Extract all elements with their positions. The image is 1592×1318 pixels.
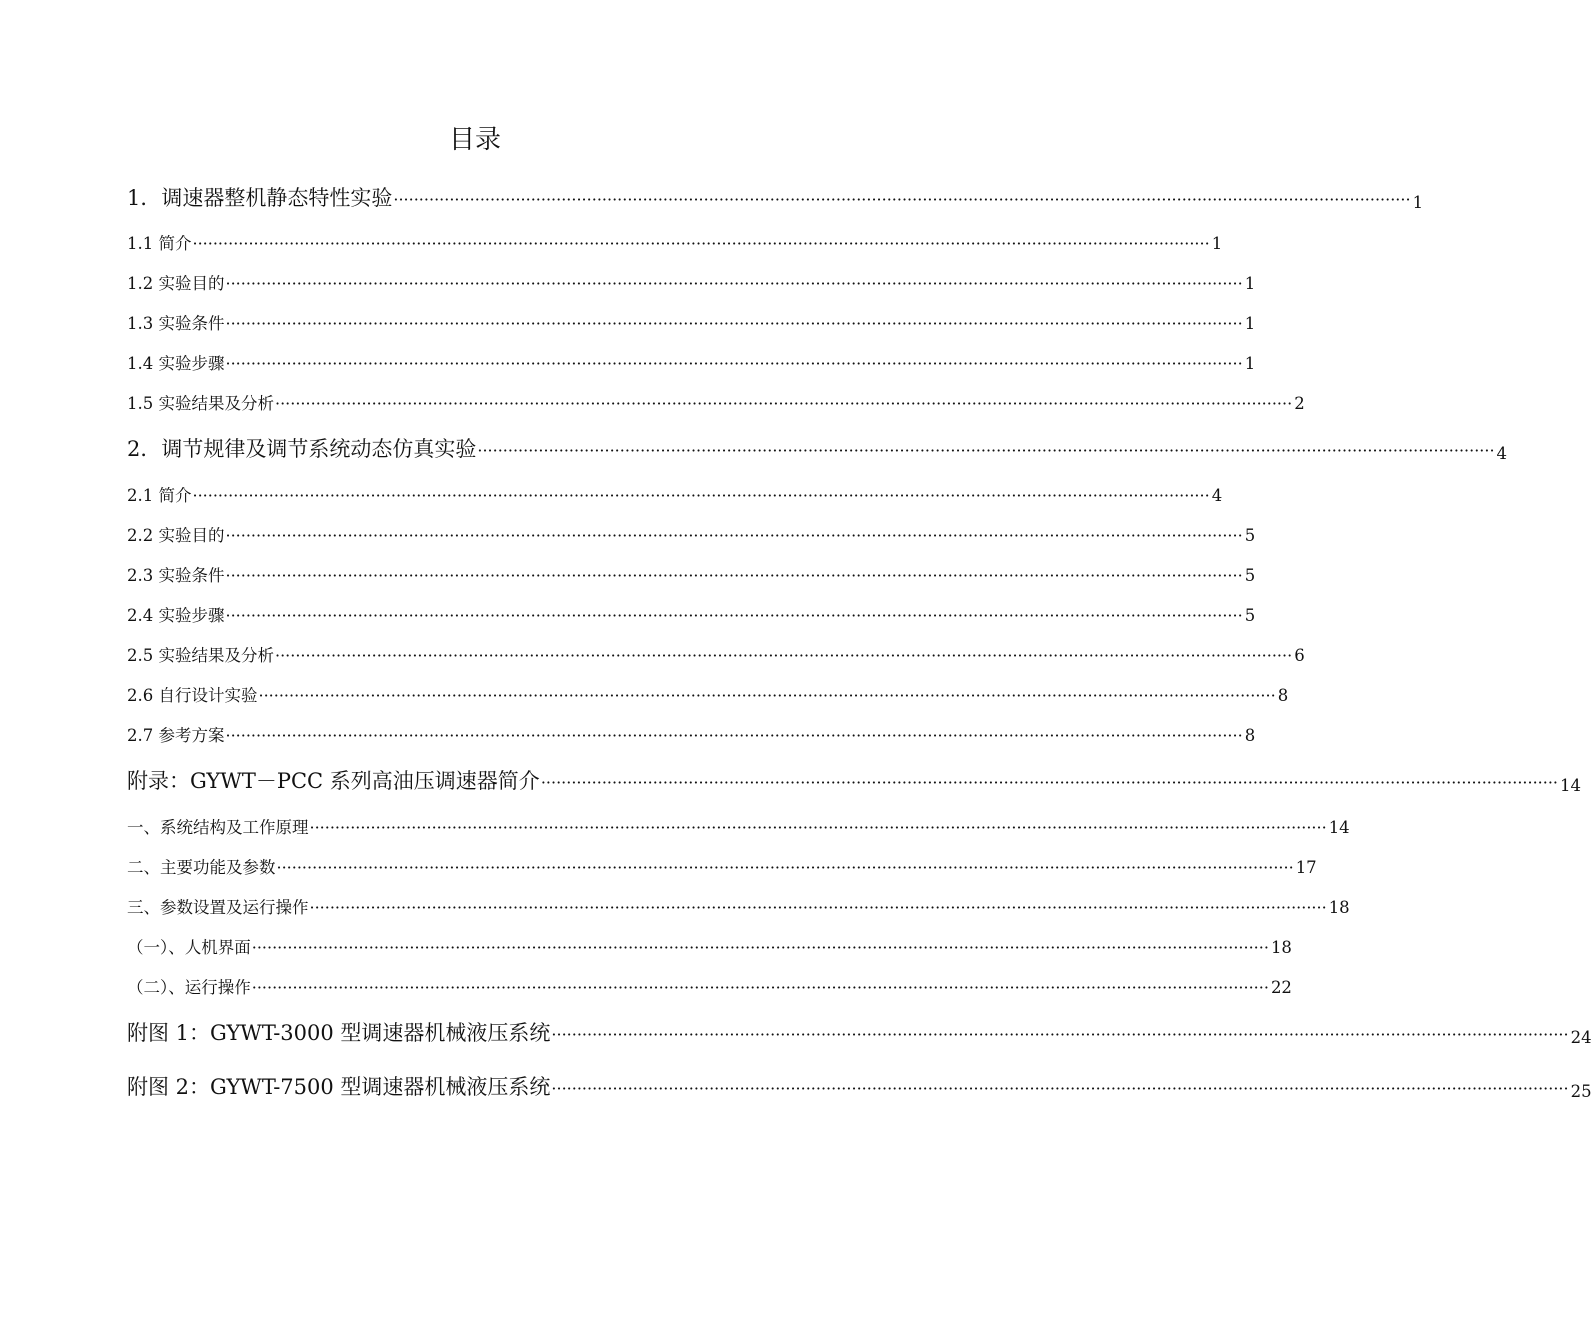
toc-page-number: 14 [1560, 776, 1581, 795]
toc-entry-label: 二、主要功能及参数 [127, 858, 276, 877]
toc-page-number: 14 [1328, 818, 1350, 837]
toc-leader-dots: ········································································································································································································ [309, 898, 1327, 917]
toc-entry-label: 2.6 自行设计实验 [127, 686, 258, 705]
toc-entry-label: 2.7 参考方案 [127, 726, 225, 745]
toc-page-number: 4 [1211, 486, 1223, 505]
toc-leader-dots: ········································································································································································································ [551, 1079, 1569, 1098]
toc-entry [127, 183, 1424, 215]
toc-entry [127, 524, 1256, 548]
toc-leader-dots: ········································································································································································································ [276, 858, 1294, 877]
toc-page-number: 1 [1412, 193, 1424, 212]
toc-entry-label: 2.4 实验步骤 [127, 606, 225, 625]
toc-leader-dots: ········································································································································································································ [225, 526, 1243, 545]
toc-entry [127, 434, 1508, 466]
toc-entry [127, 816, 1350, 840]
toc-page-number: 22 [1270, 978, 1292, 997]
toc-page-number: 5 [1244, 606, 1256, 625]
toc-leader-dots: ········································································································································································································ [251, 978, 1269, 997]
toc-page-number: 2 [1294, 394, 1305, 413]
toc-entry [127, 1018, 1592, 1050]
toc-page-number: 18 [1328, 898, 1350, 917]
toc-leader-dots: ········································································································································································································ [192, 486, 1210, 505]
toc-entry [127, 232, 1223, 256]
toc-entry [127, 312, 1256, 336]
toc-entry-label: 2.1 简介 [127, 486, 192, 505]
toc-entry [127, 684, 1289, 708]
toc-leader-dots: ········································································································································································································ [275, 394, 1293, 413]
toc-leader-dots: ········································································································································································································ [225, 606, 1243, 625]
toc-page-number: 1 [1211, 234, 1223, 253]
toc-entry-label: 1.4 实验步骤 [127, 354, 225, 373]
toc-page-number: 17 [1295, 858, 1317, 877]
toc-entry [127, 352, 1256, 376]
toc-entry [127, 896, 1350, 920]
toc-entry-label: 1.3 实验条件 [127, 314, 225, 333]
toc-entry-label: 1.5 实验结果及分析 [127, 394, 274, 413]
toc-entry-label: 2.2 实验目的 [127, 526, 225, 545]
toc-leader-dots: ········································································································································································································ [393, 190, 1411, 209]
toc-leader-dots: ········································································································································································································ [225, 354, 1243, 373]
toc-entry [127, 604, 1256, 628]
toc-entry-label: 三、参数设置及运行操作 [127, 898, 309, 917]
toc-entry-label: 1．调速器整机静态特性实验 [127, 186, 393, 210]
toc-entry-label: 2．调节规律及调节系统动态仿真实验 [127, 437, 477, 461]
toc-leader-dots: ········································································································································································································ [225, 726, 1243, 745]
toc-entry-label: 附图 1：GYWT-3000 型调速器机械液压系统 [127, 1021, 551, 1045]
toc-entry-label: 附录：GYWT－PCC 系列高油压调速器简介 [127, 769, 540, 793]
toc-leader-dots: ········································································································································································································ [551, 1025, 1569, 1044]
toc-page-number: 8 [1277, 686, 1289, 705]
toc-entry [127, 484, 1223, 508]
toc-page-number: 1 [1244, 274, 1256, 293]
toc-entry-label: 一、系统结构及工作原理 [127, 818, 309, 837]
toc-leader-dots: ········································································································································································································ [275, 646, 1293, 665]
toc-page-number: 1 [1244, 314, 1256, 333]
toc-entry-label: 1.1 简介 [127, 234, 192, 253]
toc-leader-dots: ········································································································································································································ [258, 686, 1276, 705]
toc-entry [127, 724, 1256, 748]
toc-title: 目录 [448, 125, 501, 155]
toc-entry [127, 976, 1292, 1000]
toc-entry [127, 272, 1256, 296]
toc-entry [127, 766, 1581, 798]
toc-entry-label: 2.3 实验条件 [127, 566, 225, 585]
toc-leader-dots: ········································································································································································································ [477, 441, 1495, 460]
toc-page-number: 6 [1294, 646, 1305, 665]
toc-entry-label: （一）、人机界面 [127, 938, 251, 957]
toc-leader-dots: ········································································································································································································ [540, 773, 1558, 792]
toc-leader-dots: ········································································································································································································ [192, 234, 1210, 253]
toc-entry-label: 附图 2：GYWT-7500 型调速器机械液压系统 [127, 1075, 551, 1099]
toc-page-number: 1 [1244, 354, 1256, 373]
toc-leader-dots: ········································································································································································································ [225, 566, 1243, 585]
toc-page-number: 24 [1570, 1028, 1592, 1047]
toc-entry [127, 392, 1305, 416]
toc-entry [127, 1072, 1592, 1104]
toc-entry-label: 2.5 实验结果及分析 [127, 646, 274, 665]
toc-entry [127, 564, 1256, 588]
toc-page-number: 25 [1570, 1082, 1592, 1101]
toc-page-number: 18 [1270, 938, 1292, 957]
toc-page-number: 8 [1244, 726, 1256, 745]
toc-page-number: 5 [1244, 526, 1256, 545]
toc-leader-dots: ········································································································································································································ [225, 314, 1243, 333]
toc-entry [127, 936, 1292, 960]
toc-entry [127, 856, 1317, 880]
toc-page-number: 5 [1244, 566, 1256, 585]
toc-page-number: 4 [1496, 444, 1508, 463]
toc-entry [127, 644, 1305, 668]
toc-leader-dots: ········································································································································································································ [251, 938, 1269, 957]
toc-leader-dots: ········································································································································································································ [309, 818, 1327, 837]
toc-entry-label: 1.2 实验目的 [127, 274, 225, 293]
toc-leader-dots: ········································································································································································································ [225, 274, 1243, 293]
toc-entry-label: （二）、运行操作 [127, 978, 251, 997]
